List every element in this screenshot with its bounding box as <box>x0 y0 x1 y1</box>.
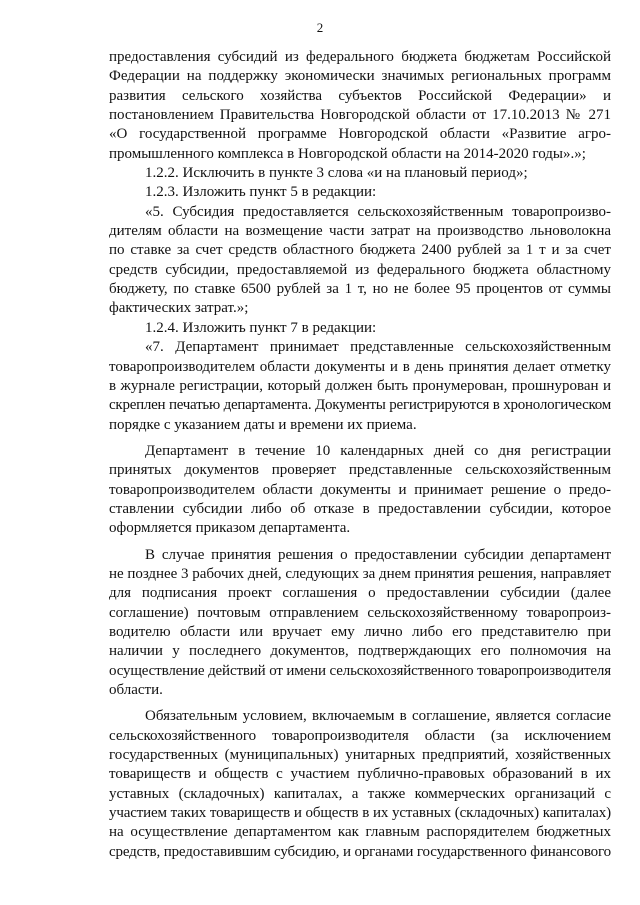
text-line: водителю области или вручает ему лично либо его представителю при <box>109 623 611 640</box>
text-line: уставных (складочных) капиталах, а также коммерческих организаций с <box>109 785 611 802</box>
paragraph-gap <box>109 435 611 442</box>
paragraph-p7 <box>109 442 611 539</box>
text-line: по ставке за счет средств областного бюджета 2400 рублей за 1 т и за счет <box>109 242 611 259</box>
text-line: Департамент в течение 10 календарных дней со дня регистрации <box>145 442 611 459</box>
text-line: осуществление действий от имени сельскохозяйственного товаропроизводителя <box>109 662 611 679</box>
text-line: для подписания проект соглашения о предоставлении субсидии (далее <box>109 585 611 602</box>
paragraph-p3 <box>109 183 611 202</box>
text-line: «7. Департамент принимает представленные сельскохозяйственным <box>145 339 611 356</box>
text-line: средств субсидии, предоставляемой из федерального бюджета областному <box>109 261 611 278</box>
text-line: на осуществление департаментом как главным распорядителем бюджетных <box>109 824 611 841</box>
text-line: ставлении субсидии либо об отказе в предоставлении субсидии, которое <box>109 500 611 517</box>
text-line: не позднее 3 рабочих дней, следующих за днем принятия решения, направляет <box>109 565 611 582</box>
text-line: промышленного комплекса в Новгородской области на 2014-2020 годы».»; <box>109 145 586 162</box>
text-line: принятых документов проверяет представленные сельскохозяйственным <box>109 462 611 479</box>
text-line: участием таких товариществ и обществ в их уставных (складочных) капиталах) <box>109 805 611 822</box>
text-line: товаропроизводителем области документы и принимает решение о предо- <box>109 481 611 498</box>
paragraph-p6 <box>109 338 611 435</box>
text-line: развития сельского хозяйства субъектов Российской Федерации» и <box>109 87 611 104</box>
text-line: Федерации на поддержку экономически значимых региональных программ <box>109 68 611 85</box>
paragraph-p8 <box>109 546 611 701</box>
text-line: «О государственной программе Новгородской области «Развитие агро- <box>109 126 611 143</box>
page-number: 2 <box>316 20 324 35</box>
paragraph-p1 <box>109 48 611 164</box>
text-line: в журнале регистрации, который должен быть пронумерован, прошнурован и <box>109 377 611 394</box>
text-line: соглашение) почтовым отправлением сельскохозяйственному товаропроиз- <box>109 604 611 621</box>
text-line: дителям области на возмещение части затрат на производство льноволокна <box>109 223 611 240</box>
paragraph-gap <box>109 700 611 707</box>
text-line: постановлением Правительства Новгородской области от 17.10.2013 № 271 <box>109 107 611 124</box>
text-line: бюджету, по ставке 6500 рублей за 1 т, но не более 95 процентов от суммы <box>109 281 611 298</box>
paragraph-gap <box>109 539 611 546</box>
paragraph-p9 <box>109 707 611 862</box>
paragraph-p5 <box>109 319 611 338</box>
text-line: наличии у последнего документов, подтверждающих его полномочия на <box>109 643 611 660</box>
text-line: государственных (муниципальных) унитарных предприятий, хозяйственных <box>109 747 611 764</box>
text-line: порядке с указанием даты и времени их приема. <box>109 416 417 433</box>
text-line: 1.2.4. Изложить пункт 7 в редакции: <box>145 319 377 336</box>
text-line: области. <box>109 682 163 698</box>
text-line: скреплен печатью департамента. Документы регистрируются в хронологическом <box>109 397 611 414</box>
text-line: товариществ и обществ с участием публично-правовых образований в их <box>109 766 611 783</box>
text-line: 1.2.2. Исключить в пункте 3 слова «и на плановый период»; <box>145 165 528 182</box>
text-line: сельскохозяйственного товаропроизводителя области (за исключением <box>109 727 611 744</box>
text-line: 1.2.3. Изложить пункт 5 в редакции: <box>145 184 377 201</box>
text-line: «5. Субсидия предоставляется сельскохозяйственным товаропроизво- <box>145 203 611 220</box>
document-body <box>109 48 611 862</box>
text-line: предоставления субсидий из федерального бюджета бюджетам Российской <box>109 49 611 65</box>
paragraph-p4 <box>109 203 611 319</box>
text-line: фактических затрат.»; <box>109 300 249 317</box>
paragraph-p2 <box>109 164 611 183</box>
text-line: оформляется приказом департамента. <box>109 520 351 537</box>
text-line: Обязательным условием, включаемым в соглашение, является согласие <box>145 708 611 725</box>
text-line: товаропроизводителем области документы и в день принятия делает отметку <box>109 358 611 375</box>
text-line: В случае принятия решения о предоставлении субсидии департамент <box>145 546 611 563</box>
text-line: средств, предоставившим субсидию, и органами государственного финансового <box>109 843 611 860</box>
